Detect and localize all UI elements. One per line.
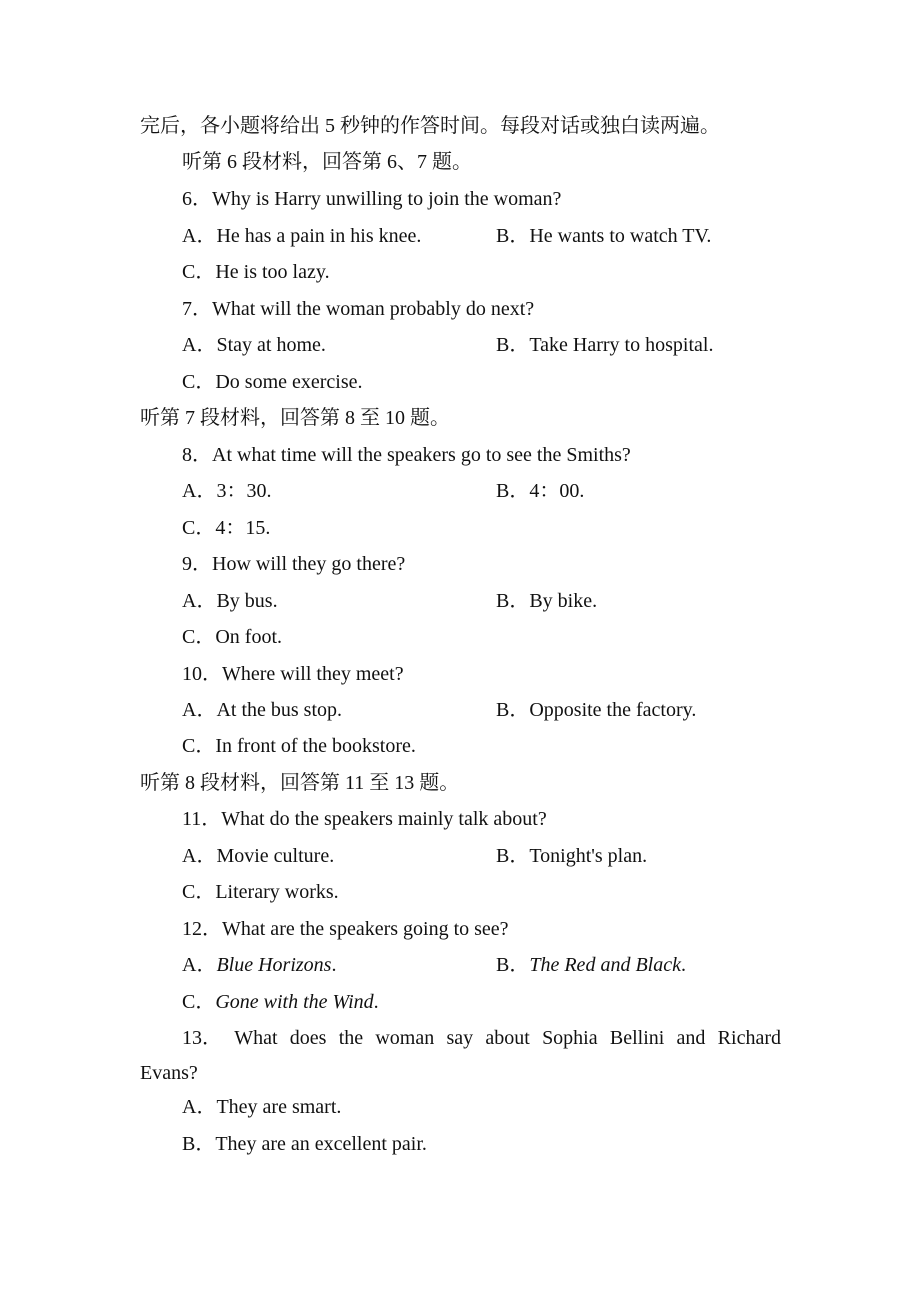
question-number: 12． (182, 918, 222, 940)
question-number: 7． (182, 298, 212, 320)
option-b: B．The Red and Black. (496, 954, 686, 976)
option-a: A．Stay at home. (182, 334, 326, 356)
question-7 (182, 297, 534, 321)
option-c: C．He is too lazy. (182, 261, 330, 283)
option-b: B．4：00. (496, 480, 585, 502)
question-10 (182, 662, 404, 686)
option-a: A．They are smart. (182, 1096, 342, 1118)
question-text: What do the speakers mainly talk about? (221, 808, 547, 830)
question-text: What are the speakers going to see? (222, 918, 509, 940)
question-9 (182, 552, 405, 576)
question-12 (182, 917, 509, 941)
option-c: C．Do some exercise. (182, 371, 363, 393)
option-b: B．Tonight's plan. (496, 845, 648, 867)
question-number: 9． (182, 553, 212, 575)
option-c: C．4：15. (182, 517, 271, 539)
question-number: 8． (182, 444, 212, 466)
question-13: 13． What does the woman say about Sophia Bellini and Richard (182, 1027, 781, 1049)
option-b: B．They are an excellent pair. (182, 1133, 427, 1155)
question-number: 6． (182, 188, 212, 210)
question-text: Why is Harry unwilling to join the woman? (212, 188, 562, 210)
option-a: A．3：30. (182, 480, 272, 502)
question-text: How will they go there? (212, 553, 406, 575)
option-c: C．Literary works. (182, 881, 339, 903)
option-c: C．Gone with the Wind. (182, 991, 379, 1013)
question-number: 11． (182, 808, 222, 830)
section-heading: 听第 8 段材料，回答第 11 至 13 题。 (140, 772, 460, 794)
option-a: A．By bus. (182, 590, 278, 612)
option-b: B．By bike. (496, 590, 598, 612)
option-a: A．At the bus stop. (182, 699, 343, 721)
option-a: A．Blue Horizons. (182, 954, 337, 976)
question-number: 13． (182, 1027, 222, 1049)
option-a: A．Movie culture. (182, 845, 335, 867)
option-c: C．In front of the bookstore. (182, 735, 416, 757)
question-11 (182, 807, 547, 831)
option-b: B．Opposite the factory. (496, 699, 697, 721)
question-number: 10． (182, 663, 222, 685)
option-a: A．He has a pain in his knee. (182, 225, 422, 247)
option-b: B．He wants to watch TV. (496, 225, 712, 247)
question-8 (182, 443, 631, 467)
section-heading: 听第 6 段材料，回答第 6、7 题。 (182, 151, 472, 173)
intro-line: 完后，各小题将给出 5 秒钟的作答时间。每段对话或独白读两遍。 (140, 115, 720, 137)
section-heading: 听第 7 段材料，回答第 8 至 10 题。 (140, 407, 450, 429)
question-text: What will the woman probably do next? (212, 298, 535, 320)
question-6 (182, 187, 561, 211)
option-b: B．Take Harry to hospital. (496, 334, 714, 356)
option-c: C．On foot. (182, 626, 283, 648)
question-text: At what time will the speakers go to see the Smiths? (212, 444, 631, 466)
question-13-continuation: Evans? (140, 1062, 198, 1084)
question-text: Where will they meet? (222, 663, 404, 685)
